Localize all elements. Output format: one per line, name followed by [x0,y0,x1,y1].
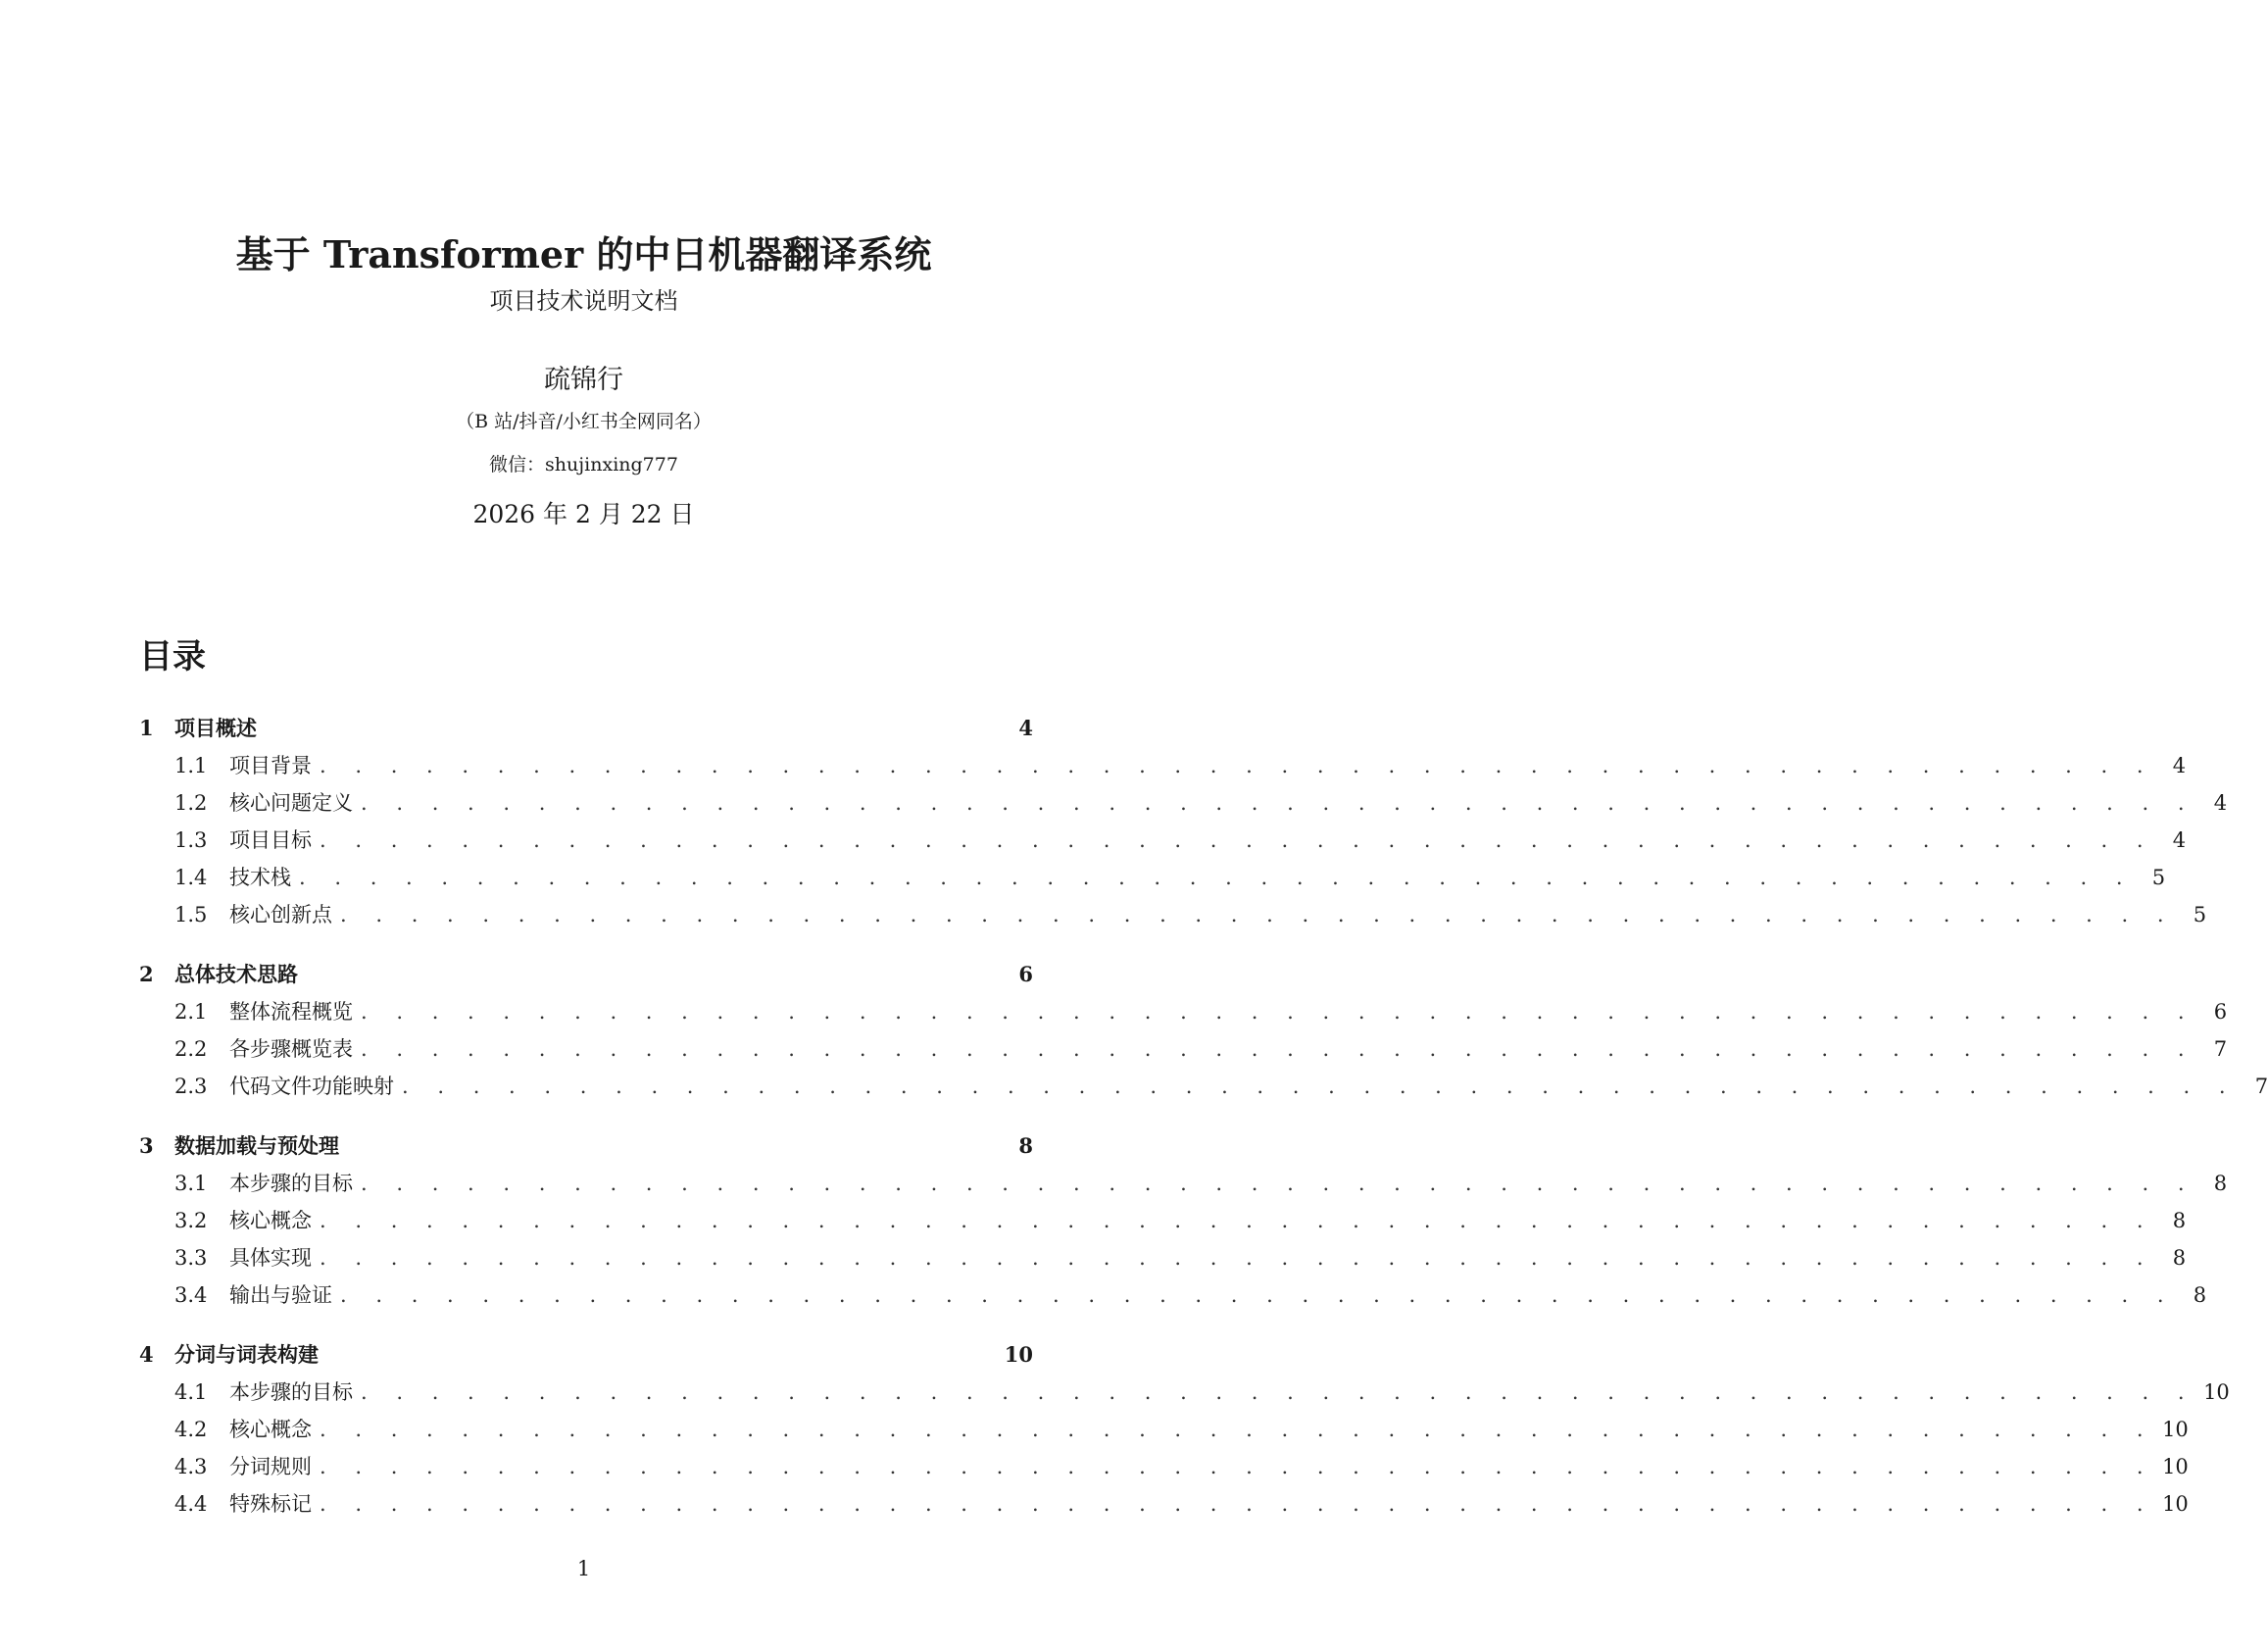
toc-entry-page: 4 [2172,754,2187,777]
toc-entry-title: 分词规则 [229,1455,312,1478]
toc-heading: 目录 [139,637,206,676]
toc-entry-page: 7 [2213,1037,2228,1061]
toc-entry-page: 8 [2172,1209,2187,1232]
toc-leader-dots: . . . . . . . . . . . . . . . . . . . . . . . . . . . . . . . . . . . . . . . . . . . . . . . . . . . . [320,1455,2155,1478]
toc-leader-dots: . . . . . . . . . . . . . . . . . . . . . . . . . . . . . . . . . . . . . . . . . . . . . . . . . . . . [361,1380,2196,1404]
toc-entry-title: 各步骤概览表 [229,1037,353,1061]
toc-entry-title: 本步骤的目标 [229,1172,353,1195]
toc-entry-number: 2.1 [174,1000,208,1024]
toc-entry-title: 技术栈 [229,866,291,889]
toc-entry-title: 总体技术思路 [174,962,298,986]
toc-entry-number: 3 [139,1133,154,1158]
toc-entry-page: 4 [2213,791,2228,815]
toc-entry-number: 3.3 [174,1246,208,1270]
toc-subentry[interactable] [139,1411,2189,1448]
table-of-contents [139,710,2268,1545]
toc-entry-page: 6 [2213,1000,2228,1024]
toc-entry[interactable] [139,956,1033,993]
toc-leader-dots: . . . . . . . . . . . . . . . . . . . . . . . . . . . . . . . . . . . . . . . . . . . . . . . . . . . . [340,1283,2176,1307]
toc-subentry[interactable] [139,1165,2228,1202]
toc-entry-title: 数据加载与预处理 [174,1133,339,1158]
toc-entry-number: 2.2 [174,1037,208,1061]
toc-subentry[interactable] [139,1374,2230,1411]
toc-subentry[interactable] [139,784,2228,822]
toc-entry-page: 6 [1018,962,1033,986]
title-block [0,231,1167,531]
toc-subentry[interactable] [139,1068,2268,1105]
toc-entry-title: 核心问题定义 [229,791,353,815]
toc-entry-page: 10 [1004,1342,1033,1367]
toc-entry-number: 3.4 [174,1283,208,1307]
toc-entry-title: 核心概念 [229,1209,312,1232]
toc-entry-number: 1.4 [174,866,208,889]
toc-entry-number: 4.3 [174,1455,208,1478]
toc-leader-dots: . . . . . . . . . . . . . . . . . . . . . . . . . . . . . . . . . . . . . . . . . . . . . . . . . . . . [320,1492,2155,1516]
toc-entry[interactable] [139,1336,1033,1374]
toc-subentry[interactable] [139,896,2207,933]
toc-subentry[interactable] [139,993,2228,1030]
toc-leader-dots: . . . . . . . . . . . . . . . . . . . . . . . . . . . . . . . . . . . . . . . . . . . . . . . . . . . . [361,1037,2196,1061]
toc-leader-dots: . . . . . . . . . . . . . . . . . . . . . . . . . . . . . . . . . . . . . . . . . . . . . . . . . . . . [320,828,2155,852]
toc-entry-title: 核心创新点 [229,903,332,926]
toc-leader-dots: . . . . . . . . . . . . . . . . . . . . . . . . . . . . . . . . . . . . . . . . . . . . . . . . . . . . [361,1172,2196,1195]
toc-leader-dots: . . . . . . . . . . . . . . . . . . . . . . . . . . . . . . . . . . . . . . . . . . . . . . . . . . . . [320,754,2155,777]
toc-entry-title: 项目背景 [229,754,312,777]
toc-leader-dots: . . . . . . . . . . . . . . . . . . . . . . . . . . . . . . . . . . . . . . . . . . . . . . . . . . . . [320,1246,2155,1270]
toc-subentry[interactable] [139,1448,2189,1485]
toc-entry-number: 4.4 [174,1492,208,1516]
author-name: 疏锦行 [544,365,623,395]
toc-subentry[interactable] [139,1276,2207,1314]
toc-subentry[interactable] [139,1485,2189,1523]
toc-entry-page: 8 [2213,1172,2228,1195]
toc-entry-title: 本步骤的目标 [229,1380,353,1404]
toc-entry-page: 4 [1018,716,1033,740]
toc-leader-dots: . . . . . . . . . . . . . . . . . . . . . . . . . . . . . . . . . . . . . . . . . . . . . . . . . . . . [299,866,2135,889]
toc-section-4 [139,1336,2230,1523]
toc-entry-title: 代码文件功能映射 [229,1075,394,1098]
toc-entry-page: 5 [2151,866,2166,889]
toc-entry-title: 输出与验证 [229,1283,332,1307]
toc-entry-title: 项目目标 [229,828,312,852]
toc-entry-page: 5 [2193,903,2207,926]
toc-entry-title: 具体实现 [229,1246,312,1270]
toc-entry-title: 整体流程概览 [229,1000,353,1024]
toc-leader-dots: . . . . . . . . . . . . . . . . . . . . . . . . . . . . . . . . . . . . . . . . . . . . . . . . . . . . [320,1209,2155,1232]
toc-leader-dots: . . . . . . . . . . . . . . . . . . . . . . . . . . . . . . . . . . . . . . . . . . . . . . . . . . . . [340,903,2176,926]
toc-section-3 [139,1127,2228,1314]
toc-entry-number: 1.2 [174,791,208,815]
toc-entry-page: 8 [2193,1283,2207,1307]
toc-subentry[interactable] [139,1030,2228,1068]
toc-entry-number: 1 [139,716,154,740]
toc-subentry[interactable] [139,1202,2187,1239]
toc-entry-title: 特殊标记 [229,1492,312,1516]
toc-subentry[interactable] [139,1239,2187,1276]
toc-leader-dots: . . . . . . . . . . . . . . . . . . . . . . . . . . . . . . . . . . . . . . . . . . . . . . . . . . . . [361,791,2196,815]
document-date: 2026 年 2 月 22 日 [472,500,695,528]
toc-entry-number: 4.1 [174,1380,208,1404]
toc-section-1 [139,710,2228,933]
toc-leader-dots: . . . . . . . . . . . . . . . . . . . . . . . . . . . . . . . . . . . . . . . . . . . . . . . . . . . . [320,1418,2155,1441]
toc-entry-number: 1.3 [174,828,208,852]
author-wechat: 微信：shujinxing777 [489,454,678,475]
toc-section-2 [139,956,2268,1105]
page-number: 1 [576,1557,591,1580]
toc-entry[interactable] [139,710,1033,747]
toc-entry-page: 8 [1018,1133,1033,1158]
toc-subentry[interactable] [139,822,2187,859]
author-note: （B 站/抖音/小红书全网同名） [456,411,712,432]
toc-entry-page: 4 [2172,828,2187,852]
toc-entry[interactable] [139,1127,1033,1165]
toc-entry-page: 10 [2203,1380,2230,1404]
document-subtitle: 项目技术说明文档 [489,287,678,315]
toc-entry-number: 3.2 [174,1209,208,1232]
toc-entry-title: 核心概念 [229,1418,312,1441]
toc-entry-number: 4 [139,1342,154,1367]
toc-entry-page: 10 [2162,1418,2189,1441]
toc-entry-page: 10 [2162,1492,2189,1516]
toc-entry-number: 2.3 [174,1075,208,1098]
toc-entry-number: 1.1 [174,754,208,777]
toc-leader-dots: . . . . . . . . . . . . . . . . . . . . . . . . . . . . . . . . . . . . . . . . . . . . . . . . . . . . [402,1075,2238,1098]
toc-leader-dots: . . . . . . . . . . . . . . . . . . . . . . . . . . . . . . . . . . . . . . . . . . . . . . . . . . . . [361,1000,2196,1024]
toc-entry-title: 分词与词表构建 [174,1342,319,1367]
toc-subentry[interactable] [139,747,2187,784]
toc-entry-number: 3.1 [174,1172,208,1195]
toc-entry-title: 项目概述 [174,716,257,740]
document-title: 基于 Transformer 的中日机器翻译系统 [235,232,932,276]
toc-entry-number: 4.2 [174,1418,208,1441]
toc-subentry[interactable] [139,859,2166,896]
toc-entry-number: 1.5 [174,903,208,926]
toc-entry-page: 10 [2162,1455,2189,1478]
toc-entry-number: 2 [139,962,154,986]
toc-entry-page: 8 [2172,1246,2187,1270]
toc-entry-page: 7 [2254,1075,2268,1098]
